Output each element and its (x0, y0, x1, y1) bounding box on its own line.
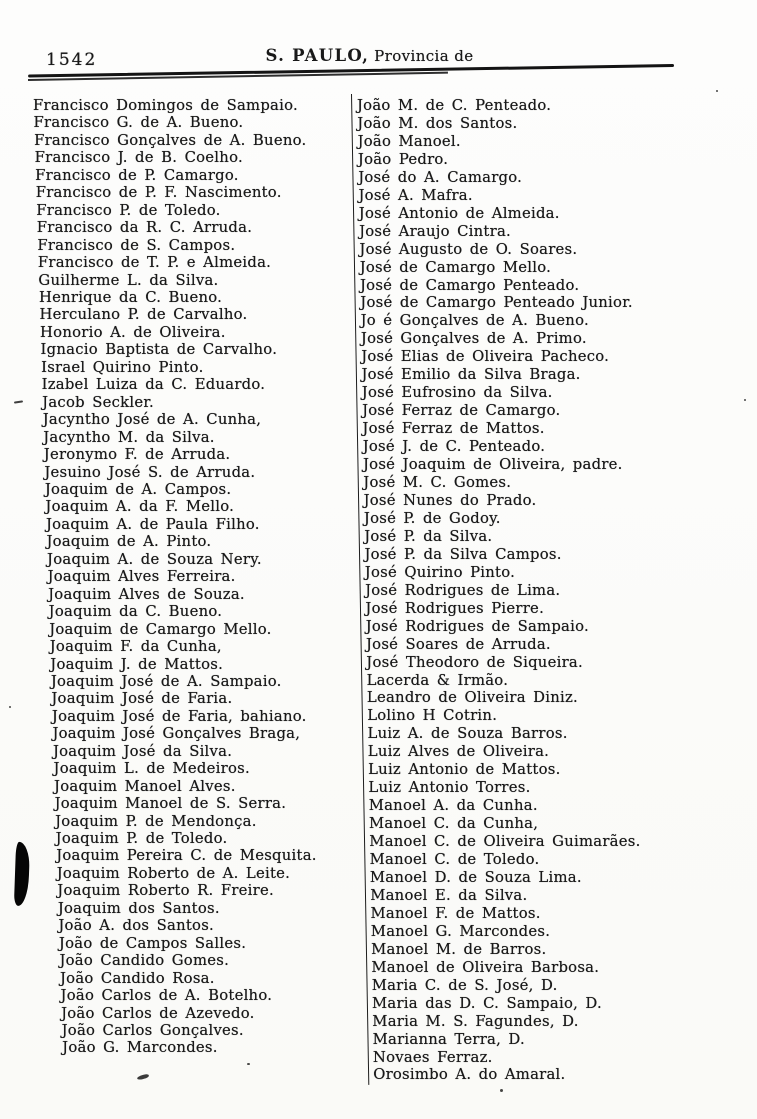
name-line: Francisco G. de A. Bueno. (33, 114, 244, 132)
name-line: José P. da Silva Campos. (364, 545, 562, 563)
name-line: Manoel C. da Cunha, (369, 815, 539, 833)
name-line: Luiz Antonio Torres. (368, 779, 531, 797)
name-line: José Augusto de O. Soares. (359, 240, 578, 258)
name-line: Luiz Alves de Oliveira. (367, 743, 550, 761)
name-line: Jeronymo F. de Arruda. (43, 446, 231, 464)
name-line: Maria C. de S. José, D. (371, 976, 558, 994)
name-line: Joaquim de Camargo Mello. (49, 620, 272, 638)
name-line: Francisco de T. P. e Almeida. (37, 254, 272, 272)
name-line: José A. Mafra. (358, 186, 473, 204)
name-line: Luiz Antonio de Mattos. (368, 761, 561, 779)
name-line: Joaquim J. de Mattos. (50, 655, 224, 673)
name-line: Lacerda & Irmão. (366, 671, 509, 689)
name-line: João Candido Gomes. (59, 952, 230, 970)
name-line: Joaquim P. de Mendonça. (55, 812, 257, 830)
name-line: Joaquim A. de Souza Nery. (47, 550, 262, 568)
header-rule (28, 64, 674, 77)
name-line: José Theodoro de Siqueira. (366, 653, 583, 671)
name-line: Ignacio Baptista de Carvalho. (40, 341, 278, 359)
name-line: Honorio A. de Oliveira. (40, 323, 226, 341)
name-line: José de Camargo Mello. (359, 258, 552, 276)
name-line: José Rodrigues Pierre. (365, 599, 545, 617)
name-line: João de Campos Salles. (58, 934, 247, 952)
name-line: José de Camargo Penteado Junior. (360, 294, 633, 312)
name-line: Joaquim A. de Paula Filho. (45, 515, 260, 533)
name-line: Manoel F. de Mattos. (370, 904, 541, 922)
name-line: Joaquim F. da Cunha, (49, 638, 222, 656)
name-line: José Joaquim de Oliveira, padre. (363, 456, 623, 474)
name-line: João G. Marcondes. (62, 1039, 218, 1057)
name-line: Joaquim José de Faria. (51, 690, 233, 708)
name-line: Manoel C. de Oliveira Guimarães. (369, 833, 641, 851)
name-line: José Ferraz de Mattos. (362, 420, 545, 438)
name-line: José Nunes do Prado. (363, 491, 537, 509)
name-line: Joaquim Roberto R. Freire. (57, 882, 274, 900)
name-line: Francisco Gonçalves de A. Bueno. (34, 131, 307, 149)
name-line: Joaquim Manoel de S. Serra. (54, 795, 287, 813)
header-title-regular: Provincia de (374, 47, 474, 65)
name-line: Francisco da R. C. Arruda. (36, 219, 253, 237)
name-line: Maria das D. C. Sampaio, D. (372, 994, 602, 1012)
name-line: José Ferraz de Camargo. (362, 402, 561, 420)
scan-speck (9, 706, 11, 708)
name-line: Manoel M. de Barros. (371, 940, 547, 958)
name-line: Francisco de P. F. Nascimento. (35, 184, 282, 202)
name-line: Joaquim de A. Campos. (44, 480, 232, 498)
name-line: José de Camargo Penteado. (360, 276, 580, 294)
name-line: José Rodrigues de Lima. (365, 581, 561, 599)
name-line: José Gonçalves de A. Primo. (360, 330, 587, 348)
page-number: 1542 (46, 50, 98, 70)
name-line: João A. dos Santos. (58, 917, 215, 935)
name-line: José P. da Silva. (364, 527, 493, 545)
scan-speck (716, 90, 718, 92)
name-line: Joaquim de A. Pinto. (46, 533, 212, 551)
name-line: Manoel D. de Souza Lima. (369, 868, 582, 886)
name-line: José Elias de Oliveira Pacheco. (361, 348, 610, 366)
name-line: João Carlos de Azevedo. (61, 1004, 255, 1022)
name-line: José Antonio de Almeida. (358, 204, 560, 222)
name-line: Joaquim dos Santos. (57, 899, 220, 917)
name-line: Leandro de Oliveira Diniz. (366, 689, 579, 707)
name-line: Joaquim da C. Bueno. (48, 603, 223, 621)
name-line: Joaquim José de Faria, bahiano. (51, 707, 307, 725)
name-line: Israel Quirino Pinto. (41, 358, 204, 376)
name-line: Jo é Gonçalves de A. Bueno. (360, 312, 589, 330)
name-line: Orosimbo A. do Amaral. (373, 1066, 566, 1084)
name-line: Maria M. S. Fagundes, D. (372, 1012, 579, 1030)
name-line: Manoel E. da Silva. (370, 886, 528, 904)
name-line: Joaquim Roberto de A. Leite. (56, 864, 291, 882)
name-column-right (350, 97, 757, 1084)
name-line: Joaquim Alves de Souza. (48, 585, 245, 603)
name-line: Jacob Seckler. (42, 393, 154, 411)
name-line: Francisco J. de B. Coelho. (34, 149, 243, 167)
pen-mark-artifact (137, 1074, 150, 1081)
name-line: Novaes Ferraz. (372, 1048, 493, 1066)
name-line: João Manoel. (357, 132, 461, 150)
name-line: Luiz A. de Souza Barros. (367, 725, 568, 743)
name-line: José J. de C. Penteado. (362, 438, 546, 456)
scan-speck (247, 1063, 250, 1065)
name-line: João Carlos Gonçalves. (61, 1022, 244, 1040)
name-line: João Candido Rosa. (60, 969, 215, 987)
name-line: Herculano P. de Carvalho. (39, 306, 248, 324)
name-line: João M. de C. Penteado. (357, 97, 552, 114)
name-line: Joaquim José da Silva. (52, 742, 233, 760)
header-title-bold: S. PAULO, (265, 46, 370, 65)
name-line: José Rodrigues de Sampaio. (365, 617, 589, 635)
name-line: Manoel G. Marcondes. (370, 922, 551, 940)
scan-speck (500, 1089, 503, 1092)
name-line: Marianna Terra, D. (372, 1030, 525, 1048)
name-line: Joaquim José de A. Sampaio. (50, 672, 282, 690)
name-line: Joaquim L. de Medeiros. (53, 760, 250, 778)
name-line: Joaquim José Gonçalves Braga, (52, 725, 301, 743)
name-line: Joaquim Pereira C. de Mesquita. (56, 847, 317, 865)
name-line: José Emilio da Silva Braga. (361, 366, 581, 384)
name-line: Henrique da C. Bueno. (38, 288, 223, 306)
name-line: Izabel Luiza da C. Eduardo. (41, 376, 266, 394)
name-line: João M. dos Santos. (357, 114, 518, 132)
name-line: Joaquim A. da F. Mello. (45, 498, 235, 516)
name-line: José do A. Camargo. (358, 168, 523, 186)
running-header (0, 46, 757, 65)
name-line: Manoel A. da Cunha. (368, 797, 538, 815)
name-line: Joaquim P. de Toledo. (55, 830, 228, 848)
name-line: José P. de Godoy. (363, 509, 501, 527)
name-line: José Quirino Pinto. (364, 563, 516, 581)
name-line: Francisco P. de Toledo. (36, 201, 221, 219)
name-line: Joaquim Alves Ferreira. (47, 568, 236, 586)
name-line: José Soares de Arruda. (366, 635, 551, 653)
name-line: Jacyntho José de A. Cunha, (42, 411, 262, 429)
name-line: José Araujo Cintra. (359, 222, 511, 240)
name-column-left (0, 97, 350, 1057)
name-line: Lolino H Cotrin. (367, 707, 498, 725)
name-line: Manoel de Oliveira Barbosa. (371, 958, 600, 976)
name-line: José Eufrosino da Silva. (361, 384, 553, 402)
name-line: Jesuino José S. de Arruda. (44, 463, 256, 481)
name-line: Manoel C. de Toledo. (369, 851, 540, 869)
name-line: Jacyntho M. da Silva. (43, 428, 215, 446)
name-line: João Carlos de A. Botelho. (60, 987, 273, 1005)
scan-speck (744, 399, 746, 401)
name-line: Guilherme L. da Silva. (38, 271, 219, 289)
name-line: Joaquim Manoel Alves. (54, 777, 236, 795)
name-line: José M. C. Gomes. (363, 474, 512, 492)
name-line: Francisco Domingos de Sampaio. (33, 97, 298, 114)
name-line: Francisco de P. Camargo. (35, 166, 239, 184)
name-line: Francisco de S. Campos. (37, 236, 236, 254)
name-line: João Pedro. (357, 150, 449, 168)
